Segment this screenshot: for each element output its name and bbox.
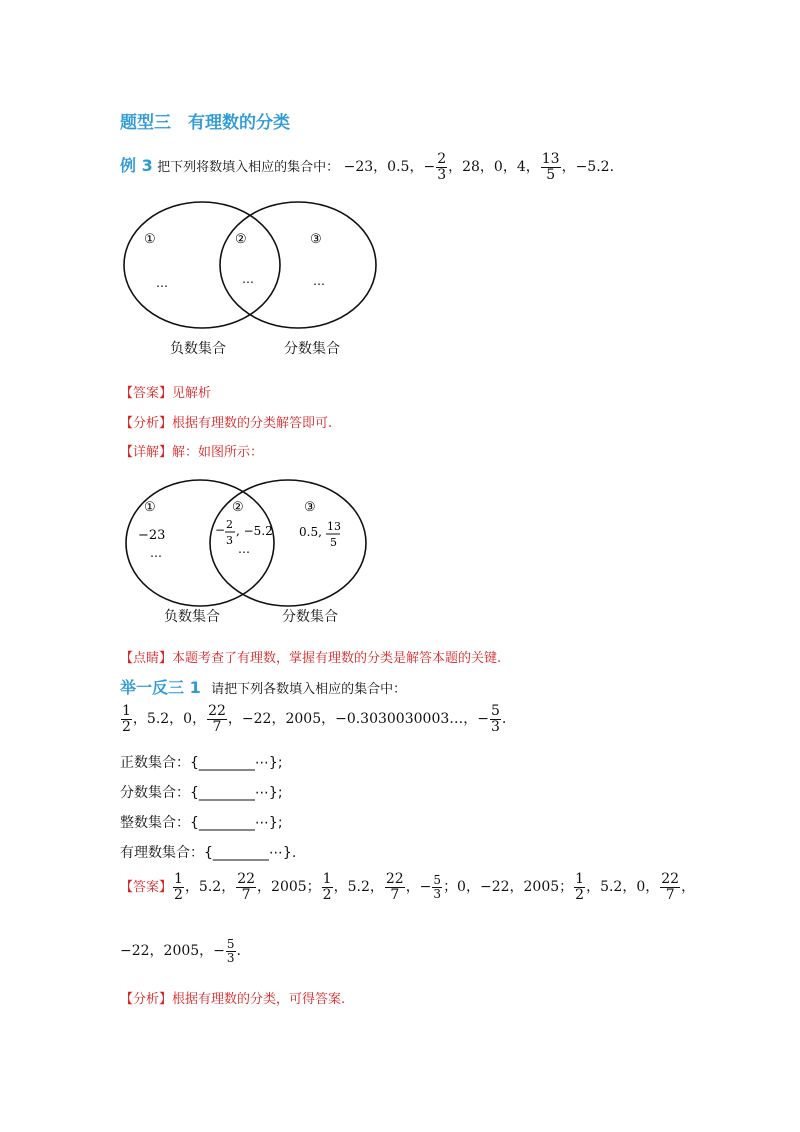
- answer-frac: $\frac{1}{2}$: [575, 871, 585, 903]
- practice-prompt: 请把下列各数填入相应的集合中：: [211, 682, 407, 697]
- detail-tag: 【详解】: [120, 445, 173, 460]
- section-title: 题型三 有理数的分类: [120, 113, 290, 133]
- venn1-circle-3: ③: [310, 232, 322, 247]
- comment-tag: 【点睛】: [120, 651, 173, 666]
- answer-text: ，2005；: [257, 879, 321, 896]
- venn-diagram-empty: [110, 195, 390, 335]
- answer-frac: $\frac{1}{2}$: [174, 871, 183, 903]
- answer-frac: $\frac{22}{7}$: [237, 871, 256, 903]
- venn2-mid-dots: …: [238, 542, 250, 556]
- practice-analysis-line: [120, 988, 345, 1007]
- answer-text: ，−: [405, 879, 432, 896]
- venn2-right-ellipse: [210, 480, 366, 606]
- venn2-left-dots: …: [150, 546, 162, 560]
- set-label: 有理数集合：: [120, 845, 204, 861]
- practice-answer-tag: 【答案】: [120, 880, 173, 896]
- practice-question: [120, 675, 406, 698]
- answer-text: ，5.2，: [184, 879, 236, 896]
- example-label: 例 3: [120, 156, 153, 176]
- venn2-left-ellipse: [126, 480, 274, 606]
- practice-numbers-c: .: [501, 711, 507, 728]
- detail-text: 解：如图所示：: [172, 445, 264, 460]
- comment-text: 本题考查了有理数，掌握有理数的分类是解答本题的关键.: [172, 651, 502, 666]
- venn2-right-num: 13: [327, 520, 341, 533]
- detail-line: [120, 441, 263, 460]
- answer-text: −22，2005，−: [120, 943, 225, 960]
- answer-text: ，5.2，: [333, 879, 384, 896]
- example-prompt: 把下列将数填入相应的集合中：: [157, 160, 340, 176]
- venn1-dots-3: …: [313, 274, 325, 288]
- practice-numbers-a: ，5.2，0，: [132, 711, 207, 728]
- set-fraction: [120, 782, 283, 802]
- venn1-label-negative: 负数集合: [170, 341, 226, 357]
- answer-text: ；0，−22，2005；: [443, 879, 574, 896]
- venn2-mid-den: 3: [226, 534, 233, 547]
- practice-analysis-tag: 【分析】: [120, 992, 173, 1007]
- venn2-circle-2: ②: [232, 500, 244, 515]
- venn1-right-ellipse: [220, 202, 376, 328]
- fraction-1-2: $\frac{1}{2}$: [122, 703, 131, 735]
- set-label: 整数集合：: [120, 815, 190, 831]
- practice-answer-line2: [120, 938, 241, 964]
- venn2-right-den: 5: [330, 536, 337, 549]
- answer-frac: $\frac{1}{2}$: [322, 871, 332, 903]
- answer-frac: $\frac{5}{3}$: [226, 937, 235, 965]
- venn1-circle-2: ②: [235, 232, 247, 247]
- venn2-left-value: −23: [138, 528, 166, 543]
- fraction-13-5: $\frac{13}{5}$: [541, 151, 560, 183]
- example-numbers-b: ，28，0，4，: [448, 159, 540, 176]
- venn2-circle-3: ③: [304, 500, 316, 515]
- answer-frac: $\frac{5}{3}$: [433, 873, 442, 901]
- answer-text: 见解析: [172, 386, 212, 401]
- venn2-label-negative: 负数集合: [164, 609, 220, 625]
- example-numbers-a: −23，0.5，−: [343, 159, 436, 176]
- practice-numbers-b: ，−22，2005，−0.3030030003…，−: [227, 711, 489, 728]
- set-blank: {________⋯};: [190, 815, 283, 831]
- comment-line: [120, 647, 501, 666]
- practice-label: 举一反三 1: [120, 678, 201, 697]
- set-label: 分数集合：: [120, 785, 190, 801]
- practice-numbers: [120, 704, 506, 734]
- set-rational: [120, 842, 296, 862]
- answer-frac: $\frac{22}{7}$: [661, 871, 680, 903]
- answer-tag: 【答案】: [120, 386, 173, 401]
- example-numbers-c: ，−5.2.: [561, 159, 615, 176]
- practice-answer-line1: [120, 872, 695, 902]
- venn2-mid-minus: −: [215, 523, 226, 537]
- venn1-circle-1: ①: [144, 232, 156, 247]
- venn2-mid-num: 2: [226, 518, 233, 531]
- set-blank: {________⋯};: [190, 755, 283, 771]
- venn-diagram-filled: [118, 473, 373, 613]
- analysis-line: [120, 412, 332, 431]
- venn1-left-ellipse: [124, 202, 280, 328]
- example-question: [120, 152, 614, 182]
- answer-line: [120, 382, 211, 401]
- fraction-5-3: $\frac{5}{3}$: [491, 703, 500, 735]
- venn1-dots-1: …: [156, 276, 168, 290]
- fraction-22-7: $\frac{22}{7}$: [208, 703, 226, 735]
- venn2-mid-rest: , −5.2: [236, 524, 273, 538]
- set-positive: [120, 752, 283, 772]
- analysis-tag: 【分析】: [120, 416, 173, 431]
- venn2-circle-1: ①: [144, 500, 156, 515]
- set-integer: [120, 812, 283, 832]
- answer-frac: $\frac{22}{7}$: [385, 871, 404, 903]
- venn2-label-fraction: 分数集合: [282, 609, 338, 625]
- venn1-dots-2: …: [242, 272, 254, 286]
- practice-analysis-text: 根据有理数的分类，可得答案.: [172, 992, 346, 1007]
- answer-text: ，: [681, 879, 696, 896]
- answer-text: .: [236, 943, 241, 960]
- set-blank: {________⋯};: [190, 785, 283, 801]
- set-label: 正数集合：: [120, 755, 190, 771]
- answer-text: ，5.2，0，: [586, 879, 660, 896]
- set-blank: {________⋯}.: [204, 845, 297, 861]
- venn1-label-fraction: 分数集合: [284, 341, 340, 357]
- fraction-2-3: $\frac{2}{3}$: [437, 151, 447, 183]
- analysis-text: 根据有理数的分类解答即可.: [172, 416, 333, 431]
- venn2-right-value: 0.5,: [299, 525, 322, 539]
